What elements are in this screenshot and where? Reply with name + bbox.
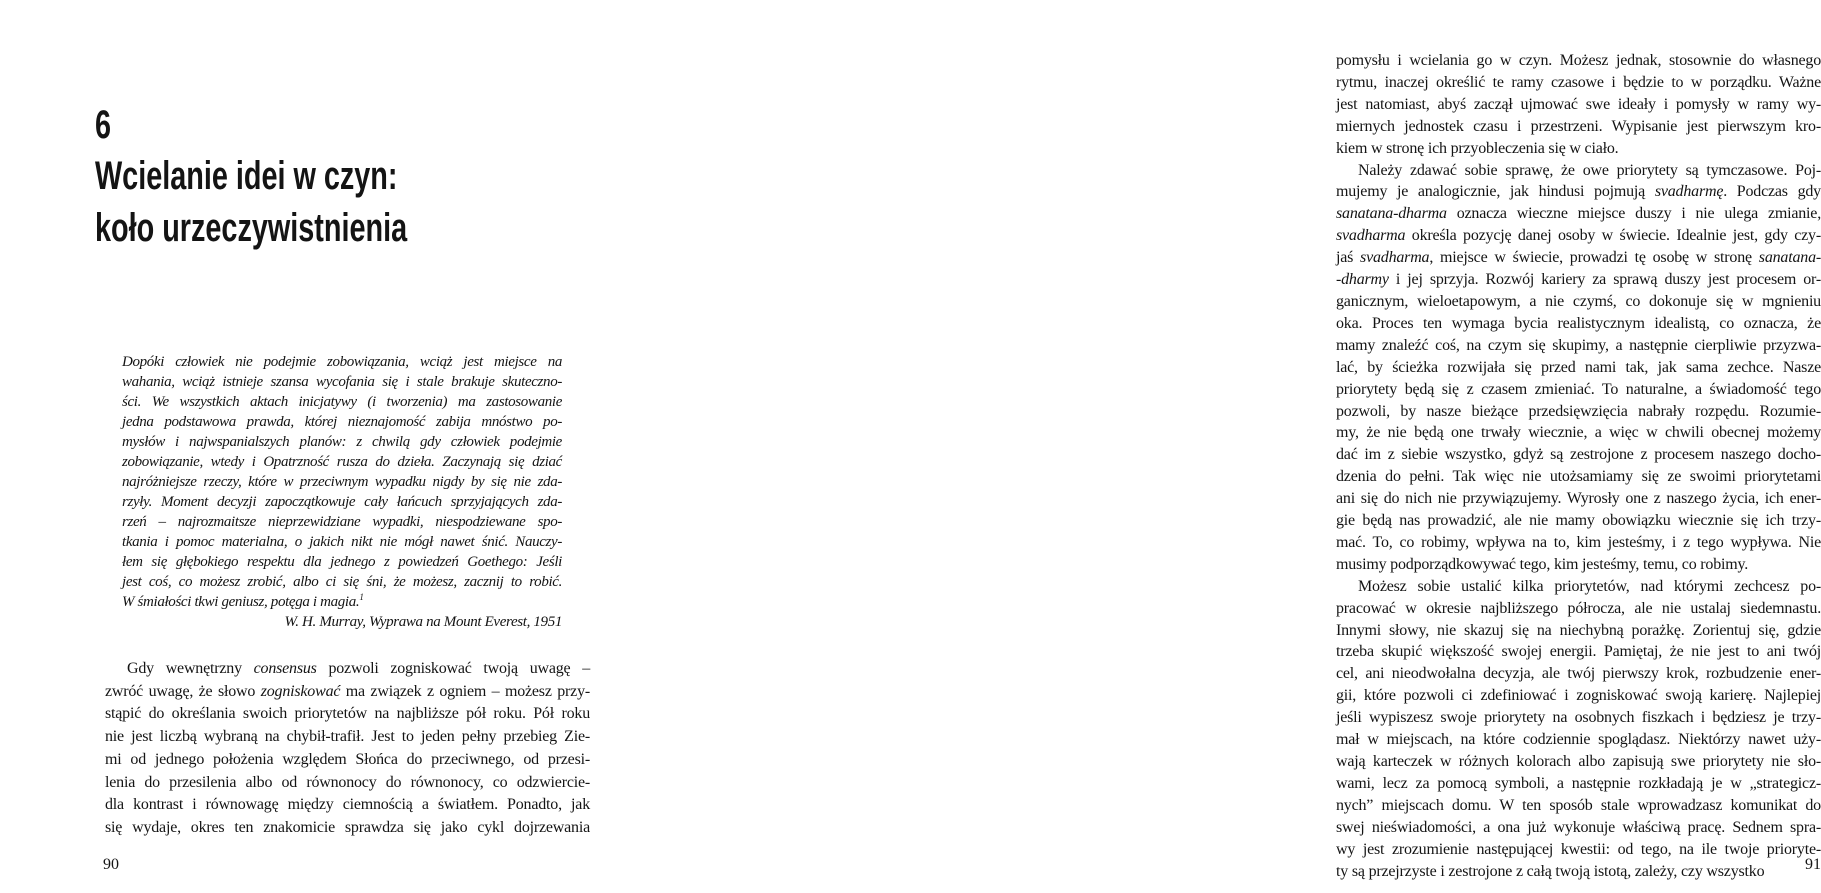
body-line: jeśli wypiszesz swoje priorytety na osobnych fiszkach i będziesz je trzy- (1336, 709, 1821, 727)
right-page (631, 0, 1821, 893)
body-line: gii, które pozwoli ci zdefiniować i zogniskować swoją karierę. Najlepiej (1336, 687, 1821, 705)
epigraph-last-line (122, 592, 562, 612)
body-line: dzenia do pełni. Tak więc nie utożsamiamy się ze swoimi priorytetami (1336, 468, 1821, 486)
body-line: pomysłu i wcielania go w czyn. Możesz jednak, stosownie do własnego (1336, 52, 1821, 69)
emphasized-term: svadharma (1360, 249, 1430, 267)
body-line: ani się do nich nie przywiązujemy. Wyrosły one z naszego życia, ich ener- (1336, 490, 1821, 508)
left-body-text (105, 658, 590, 840)
body-line: wają karteczek w różnych kolorach albo zapisują swe priorytety nie sło- (1336, 753, 1821, 770)
footnote-marker: 1 (359, 592, 364, 602)
body-line: mał w miejscach, na które codziennie spoglądasz. Niektórzy nawet uży- (1336, 731, 1821, 749)
body-line: Innymi słowy, nie skazuj się na niechybną porażkę. Zorientuj się, gdzie (1336, 621, 1821, 639)
body-line: Możesz sobie ustalić kilka priorytetów, nad którymi zechcesz po- (1358, 577, 1821, 595)
emphasized-term: sanatana- (1758, 249, 1821, 267)
emphasized-term: svadharmę (1654, 183, 1724, 201)
epigraph (122, 352, 562, 632)
body-line: mi od jednego położenia względem Słońca do przeciwnego, od przesi- (105, 750, 590, 768)
body-line: -dharmy i jej sprzyja. Rozwój kariery za sprawą duszy jest procesem or- (1336, 271, 1821, 289)
emphasized-term: svadharma (1336, 227, 1406, 245)
body-line: lać, by ścieżka rozwijała się przed nami tak, jak sama zechce. Nasze (1336, 358, 1821, 376)
body-line: miernych jednostek czasu i przestrzeni. Wypisanie jest pierwszym kro- (1336, 117, 1821, 135)
body-line: pozwoli, by nasze bieżące przedsięwzięcia nabrały rozpędu. Rozumie- (1336, 402, 1821, 420)
left-page (0, 0, 631, 893)
chapter-number: 6 (95, 103, 112, 147)
epigraph-line: rzyły. Moment decyzji zapoczątkowuje cały łańcuch sprzyjających zda- (122, 494, 562, 510)
body-line: ty są przejrzyste i zestrojone z całą twoją istotą, zależy, czy wszystko (1336, 862, 1765, 880)
epigraph-line: rzeń – najrozmaitsze nieprzewidziane wypadki, niespodziewane spo- (122, 514, 562, 530)
chapter-title-line: koło urzeczywistnienia (95, 206, 408, 250)
body-line: musimy podporządkowywać tego, kim jesteśmy, temu, co robimy. (1336, 555, 1749, 573)
body-line: dać im z siebie wszystko, gdyż są zestrojone z procesem naszego docho- (1336, 446, 1821, 464)
epigraph-line: Dopóki człowiek nie podejmie zobowiązania, wciąż jest miejsce na (122, 354, 562, 370)
body-line: pracować w okresie najbliższego półrocza, ale nie ustalaj siedemnastu. (1336, 599, 1821, 617)
body-line: jest natomiast, abyś zaczął ujmować swe ideały i pomysły w ramy wy- (1336, 95, 1821, 113)
body-line: my, że nie będą one trwały wiecznie, a więc w chwili obecnej możemy (1336, 424, 1821, 442)
page-number-right: 91 (1805, 856, 1821, 873)
epigraph-line: W śmiałości tkwi geniusz, potęga i magia. (122, 594, 360, 610)
body-line: sanatana-dharma oznacza wieczne miejsce duszy i nie ulega zmianie, (1336, 205, 1821, 223)
body-line: dla kontrast i równowagę między ciemnością a światłem. Ponadto, jak (105, 796, 590, 814)
body-line: ganicznym, wieloetapowym, a nie czymś, co dokonuje się w mgnieniu (1336, 292, 1821, 310)
chapter-title-line: Wcielanie idei w czyn: (95, 154, 398, 198)
right-body-text (1336, 50, 1821, 882)
body-line: nych” miejscach domu. W ten sposób stale wprowadzasz komunikat do (1336, 796, 1821, 814)
body-line: lenia do przesilenia albo od równonocy do równonocy, co odzwiercie- (105, 773, 590, 791)
body-line: stąpić do określania swoich priorytetów na najbliższe pół roku. Pół roku (105, 705, 590, 723)
body-line: kiem w stronę ich przyobleczenia się w ciało. (1336, 139, 1619, 157)
body-line: cel, ani nieodwołalna decyzja, ale twój pierwszy krok, rozbudzenie ener- (1336, 665, 1821, 683)
body-line: nie jest liczbą wybraną na chybił-trafił. Jest to jeden pełny przebieg Zie- (105, 728, 590, 746)
body-line: wy jest zrozumienie następującej kwestii: od tego, na ile twoje prioryte- (1336, 840, 1821, 858)
body-line: Należy zdawać sobie sprawę, że owe priorytety są tymczasowe. Poj- (1358, 161, 1821, 179)
body-line: się wydaje, okres ten znakomicie sprawdza się jako cykl dojrzewania (105, 818, 590, 836)
body-line: swej nieświadomości, a ona już wykonuje właściwą pracę. Sednem spra- (1336, 818, 1821, 836)
epigraph-line: wahania, wciąż istnieje szansa wycofania się i stale brakuje skuteczno- (122, 374, 562, 390)
emphasized-term: consensus (253, 660, 317, 677)
body-line: priorytety będą się z czasem zmieniać. To naturalne, a świadomość tego (1336, 380, 1821, 398)
epigraph-line: łem się głębokiego respektu dla jednego z powiedzeń Goethego: Jeśli (122, 554, 562, 570)
body-line: jaś svadharma, miejsce w świecie, prowadzi tę osobę w stronę sanatana- (1336, 249, 1821, 267)
epigraph-line: zobowiązanie, wtedy i Opatrzność rusza do dzieła. Zaczynają się dziać (122, 454, 562, 470)
body-line: svadharma określa pozycję danej osoby w świecie. Idealnie jest, gdy czy- (1336, 227, 1821, 245)
epigraph-line: mysłów i najwspanialszych planów: z chwilą gdy człowiek podejmie (122, 434, 562, 450)
emphasized-term: zogniskować (260, 682, 341, 700)
body-line: mujemy je analogicznie, jak hindusi pojmują svadharmę. Podczas gdy (1336, 183, 1821, 201)
page-number-left: 90 (103, 856, 119, 873)
body-line: mamy znaleźć coś, na czym się skupimy, a następnie cierpliwie przyzwa- (1336, 336, 1821, 354)
body-line: trzeba skupić większość swojej energii. Pamiętaj, że nie jest to ani twój (1336, 643, 1821, 661)
emphasized-term: -dharmy (1336, 271, 1389, 289)
epigraph-line: jedna podstawowa prawda, której nieznajomość zabija mnóstwo po- (122, 414, 562, 430)
epigraph-attribution: W. H. Murray, Wyprawa na Mount Everest, 1951 (284, 614, 562, 630)
body-line: wami, lecz za pomocą symboli, a następnie rozkładają je w „strategicz- (1336, 774, 1821, 792)
epigraph-line: tkania i pomoc materialna, o jakich nikt nie mógł nawet śnić. Nauczy- (122, 534, 562, 550)
body-line: Gdy wewnętrzny consensus pozwoli zogniskować twoją uwagę – (127, 660, 590, 677)
body-line: mać. To, co robimy, wpływa na to, kim jesteśmy, i z tego wypływa. Nie (1336, 533, 1821, 551)
emphasized-term: sanatana-dharma (1336, 205, 1447, 223)
body-line: rytmu, inaczej określić te ramy czasowe i będzie to w porządku. Ważne (1336, 73, 1821, 91)
body-line: gie będą nas prowadzić, ale nie mamy obowiązku wiecznie się ich trzy- (1336, 512, 1821, 530)
chapter-title (95, 150, 498, 254)
epigraph-line: jest coś, co możesz zrobić, albo ci się śni, że możesz, zacznij to robić. (122, 574, 562, 590)
body-line: zwróć uwagę, że słowo zogniskować ma związek z ogniem – możesz przy- (105, 682, 590, 700)
epigraph-line: ści. We wszystkich aktach inicjatywy (i tworzenia) ma zastosowanie (122, 394, 562, 410)
epigraph-line: najróżniejsze rzeczy, które w przeciwnym wypadku nigdy by się nie zda- (122, 474, 562, 490)
body-line: oka. Proces ten wymaga bycia realistycznym idealistą, co oznacza, że (1336, 314, 1821, 332)
